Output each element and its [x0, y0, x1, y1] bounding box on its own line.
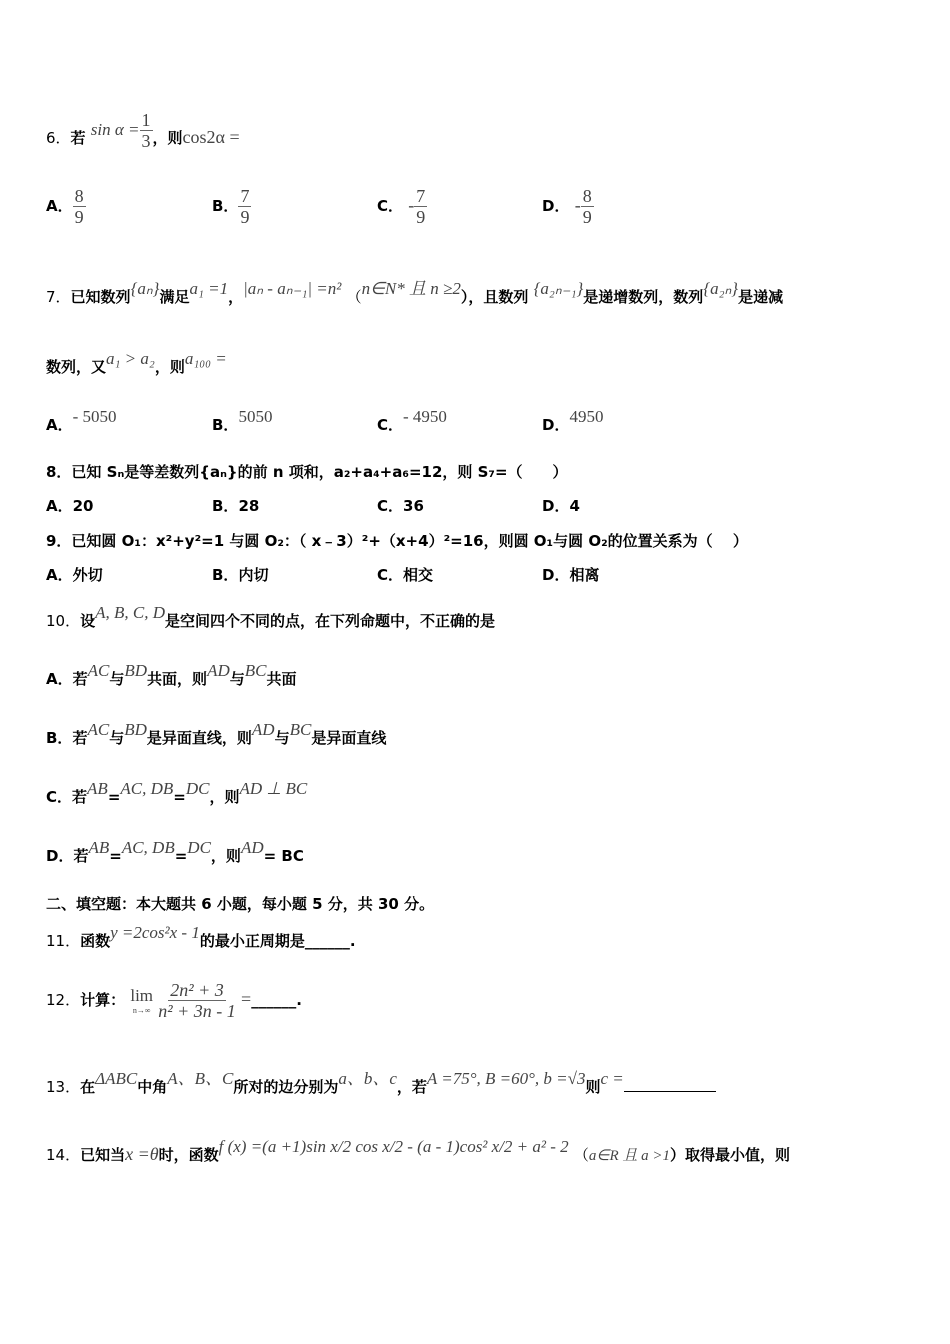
lim: lim [130, 986, 154, 1005]
math: AD ⊥ BC [239, 779, 308, 798]
math: sin α = [90, 120, 140, 139]
option-label: B． [46, 729, 73, 747]
option-value: 20 [72, 497, 94, 515]
text: 若 [72, 788, 88, 806]
option-a[interactable] [46, 564, 103, 585]
option-label: B． [212, 197, 239, 215]
text: 是递减 [738, 288, 784, 306]
option-d[interactable] [542, 186, 594, 227]
denominator: 9 [582, 207, 592, 227]
numerator: 7 [240, 186, 250, 206]
text: 与 [109, 729, 125, 747]
option-b[interactable] [212, 564, 268, 585]
option-b[interactable] [212, 495, 259, 516]
math: AD [251, 720, 275, 739]
text: 数列，又 [46, 358, 107, 376]
math: AC [87, 661, 110, 680]
option-label: A． [46, 197, 73, 215]
option-label: C． [46, 788, 73, 806]
question-6 [46, 110, 240, 159]
question-14 [46, 1137, 791, 1165]
denominator: 3 [141, 131, 151, 151]
text: 与 [274, 729, 290, 747]
option-label: B． [212, 497, 239, 515]
question-number: 11． [46, 932, 81, 950]
option-value: 36 [403, 497, 424, 515]
text: （ [346, 288, 362, 306]
text: ，若 [396, 1078, 427, 1096]
option-value: 内切 [238, 566, 269, 584]
option-d[interactable] [542, 495, 580, 516]
text: 是递增数列，数列 [583, 288, 704, 306]
math: BD [124, 720, 147, 739]
option-label: B． [212, 416, 239, 434]
text: 若 [73, 847, 89, 865]
option-label: B． [212, 566, 239, 584]
text: 在 [80, 1078, 96, 1096]
option-c[interactable] [46, 779, 308, 807]
math: ΔABC [95, 1069, 138, 1088]
math: A、B、C [167, 1069, 234, 1088]
option-a[interactable] [46, 407, 117, 435]
text: = [173, 788, 186, 806]
math: cos2α = [182, 127, 240, 147]
text: = [109, 847, 122, 865]
text: = BC [263, 847, 304, 865]
option-label: C． [377, 197, 404, 215]
option-label: C． [377, 566, 404, 584]
text: ， [228, 288, 244, 306]
text: 是异面直线，则 [146, 729, 252, 747]
option-value: 28 [238, 497, 260, 515]
math: x =θ [125, 1144, 159, 1164]
math: BD [124, 661, 148, 680]
math: A, B, C, D [95, 603, 165, 622]
math: A =75°, B =60°, b =√3 [426, 1069, 586, 1088]
option-d[interactable] [46, 838, 304, 866]
option-label: D． [542, 566, 570, 584]
question-8: 8．已知 Sₙ是等差数列{aₙ}的前 n 项和，a₂+a₄+a₆=12，则 S₇=（ ） [46, 463, 568, 481]
text: 若 [70, 129, 86, 147]
text: 与 [109, 670, 125, 688]
math: AD [240, 838, 264, 857]
text: 计算： [80, 991, 126, 1009]
option-c[interactable] [377, 495, 424, 516]
denominator: 9 [240, 207, 250, 227]
numerator: 8 [74, 186, 84, 206]
text: ，则 [152, 129, 183, 147]
option-value: 5050 [238, 407, 273, 426]
math: y =2cos²x - 1 [110, 923, 200, 942]
math: a₁₀₀ = [184, 349, 227, 368]
option-value: 相离 [569, 566, 600, 584]
question-11 [46, 923, 356, 951]
option-label: A． [46, 566, 73, 584]
option-value: 4 [569, 497, 580, 515]
numerator: 7 [416, 186, 426, 206]
math: AB [87, 779, 108, 798]
math: n∈N* 且 n ≥2 [361, 279, 461, 298]
option-label: C． [377, 416, 404, 434]
option-a[interactable] [46, 661, 297, 689]
denominator: 9 [74, 207, 84, 227]
question-number: 13． [46, 1078, 81, 1096]
section-2-heading: 二、填空题：本大题共 6 小题，每小题 5 分，共 30 分。 [46, 895, 435, 913]
option-label: A． [46, 497, 73, 515]
option-label: A． [46, 416, 73, 434]
math: f (x) =(a +1)sin x/2 cos x/2 - (a - 1)cos² x/2 + a² - 2 [218, 1137, 569, 1156]
option-value: - 4950 [403, 407, 447, 426]
math: a、b、c [338, 1069, 397, 1088]
question-9: 9．已知圆 O₁：x²+y²=1 与圆 O₂：（ x﹣3）²+（x+4）²=16，则圆 O₁与圆 O₂的位置关系为（ ） [46, 532, 748, 550]
option-value: 4950 [569, 407, 604, 426]
math: {a₂ₙ} [703, 279, 739, 298]
text: ，则 [154, 358, 185, 376]
text: 若 [72, 670, 88, 688]
math: DC [187, 838, 211, 857]
question-12 [46, 980, 302, 1021]
question-13 [46, 1069, 716, 1097]
option-label: D． [542, 416, 570, 434]
question-number: 10． [46, 612, 81, 630]
math: AC [87, 720, 110, 739]
option-d[interactable] [542, 564, 599, 585]
fraction [158, 980, 236, 1021]
lim-subscript: n→∞ [132, 1006, 151, 1015]
math: BC [289, 720, 312, 739]
option-c[interactable] [377, 186, 427, 227]
math: a∈R 且 a >1 [588, 1148, 671, 1164]
minus-sign: - [408, 195, 415, 215]
math: a₁ > a₂ [106, 349, 155, 368]
math: a₁ =1 [189, 279, 229, 298]
text: 是空间四个不同的点，在下列命题中，不正确的是 [165, 612, 496, 630]
question-10 [46, 603, 496, 631]
text: = [174, 847, 188, 865]
text: （ [573, 1146, 589, 1164]
math: {aₙ} [130, 279, 160, 298]
answer-blank[interactable]: 的最小正周期是______. [199, 932, 356, 950]
option-b[interactable] [212, 407, 273, 435]
minus-sign: - [574, 195, 581, 215]
answer-blank[interactable]: ______. [251, 991, 302, 1009]
equals: = [241, 989, 252, 1009]
option-c[interactable] [377, 407, 447, 435]
text: ，则 [209, 788, 240, 806]
text: ，则 [210, 847, 241, 865]
math: DC [185, 779, 210, 798]
option-value: 外切 [72, 566, 103, 584]
option-b[interactable] [46, 720, 387, 748]
text: 所对的边分别为 [233, 1078, 339, 1096]
text: 与 [229, 670, 245, 688]
text: 共面，则 [147, 670, 208, 688]
text: = [107, 788, 121, 806]
denominator: 9 [416, 207, 426, 227]
question-number: 14． [46, 1146, 81, 1164]
option-label: D． [542, 197, 570, 215]
question-number: 7． [46, 288, 71, 306]
option-label: D． [542, 497, 570, 515]
option-value: - 5050 [72, 407, 117, 426]
option-a[interactable] [46, 495, 93, 516]
text: ）取得最小值，则 [670, 1146, 791, 1164]
text: 设 [80, 612, 96, 630]
option-label: C． [377, 497, 404, 515]
option-label: D． [46, 847, 74, 865]
math: c = [600, 1069, 624, 1088]
denominator: n² + 3n - 1 [158, 1001, 236, 1021]
text: 共面 [266, 670, 297, 688]
text: 是异面直线 [311, 729, 387, 747]
math: |aₙ - aₙ₋₁| =n² [243, 279, 342, 298]
math: AB [88, 838, 110, 857]
text: 则 [585, 1078, 601, 1096]
numerator: 2n² + 3 [170, 980, 224, 1000]
fraction [140, 110, 153, 151]
option-d[interactable] [542, 407, 604, 435]
numerator: 1 [141, 110, 151, 130]
text: 若 [72, 729, 88, 747]
question-number: 12． [46, 991, 81, 1009]
question-number: 6． [46, 129, 71, 147]
text: 函数 [80, 932, 111, 950]
text: ），且数列 [460, 288, 529, 306]
math: AC, DB [120, 779, 174, 798]
option-label: A． [46, 670, 73, 688]
option-b[interactable] [212, 186, 251, 227]
option-value: 相交 [403, 566, 434, 584]
text: 已知数列 [70, 288, 131, 306]
math: {a₂ₙ₋₁} [533, 279, 584, 298]
question-7 [46, 279, 784, 307]
math: AD [207, 661, 230, 680]
answer-blank[interactable] [624, 1091, 716, 1092]
numerator: 8 [582, 186, 592, 206]
limit [130, 986, 153, 1015]
option-a[interactable] [46, 186, 86, 227]
option-c[interactable] [377, 564, 433, 585]
question-7-line-2 [46, 349, 227, 377]
math: BC [244, 661, 267, 680]
text: 中角 [137, 1078, 168, 1096]
math: AC, DB [121, 838, 175, 857]
text: 满足 [159, 288, 190, 306]
text: 已知当 [80, 1146, 126, 1164]
text: 时，函数 [158, 1146, 219, 1164]
